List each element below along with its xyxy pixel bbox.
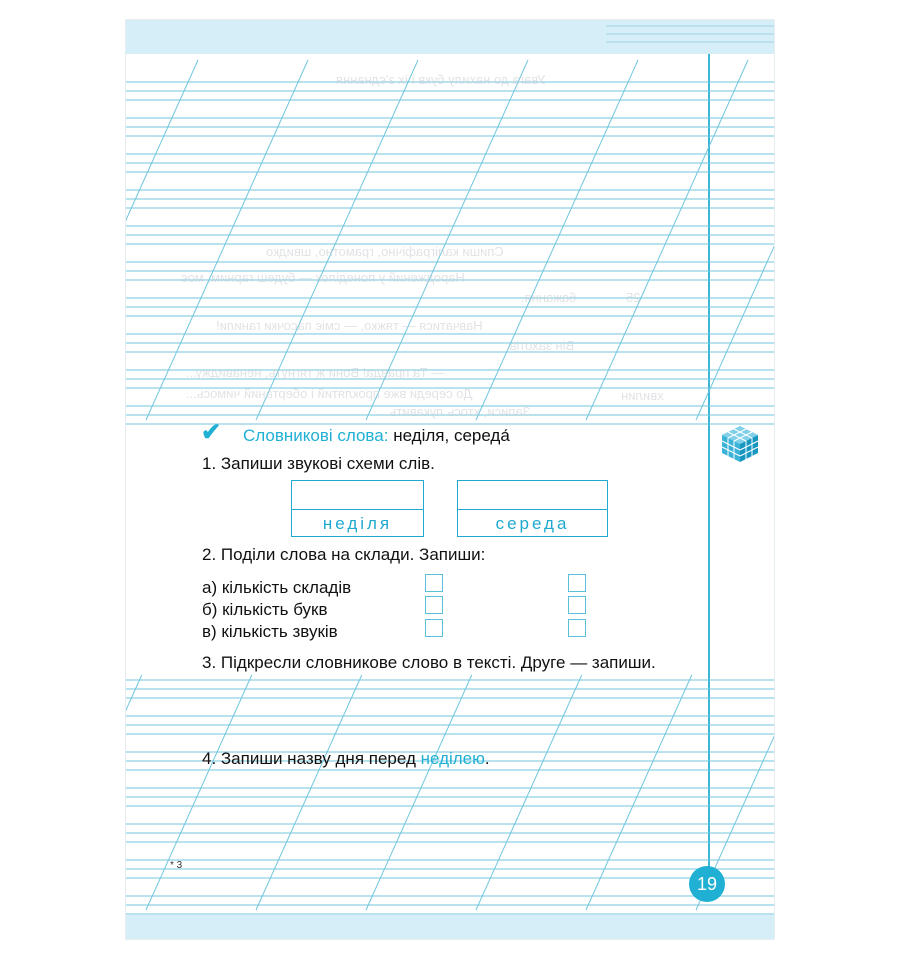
ghost-line-4: Він захотів.	[506, 338, 575, 353]
task-1-text: 1. Запиши звукові схеми слів.	[202, 454, 435, 473]
ghost-heading-1: Увага до нахилу букв і їх з'єднання	[336, 72, 546, 87]
vocab-words: неділя, середа́	[393, 426, 510, 445]
task-2-item-b: б) кількість букв	[202, 600, 328, 619]
answer-box-c-1[interactable]	[425, 619, 443, 637]
footnote: * 3	[170, 860, 183, 871]
ghost-line-6: До середи вже проклятий і обертаний чимось...	[186, 386, 473, 401]
answer-box-b-2[interactable]	[568, 596, 586, 614]
task-2-text: 2. Поділи слова на склади. Запиши:	[202, 545, 486, 564]
ghost-heading-2: Спиши каліграфічно, грамотно, швидко	[266, 244, 504, 259]
answer-box-c-2[interactable]	[568, 619, 586, 637]
task-2-item-a: а) кількість складів	[202, 578, 352, 597]
checkmark-icon: ✔	[201, 419, 222, 446]
task-4-prefix: 4. Запиши назву дня перед	[202, 749, 421, 768]
answer-box-b-1[interactable]	[425, 596, 443, 614]
sound-scheme-word-1: неділя	[322, 514, 393, 533]
cube-icon	[720, 424, 760, 464]
workbook-page	[126, 20, 774, 939]
ghost-label: хвилин	[621, 388, 664, 403]
sound-scheme-box-2[interactable]	[457, 480, 608, 537]
task-4-highlight: неділею	[420, 749, 485, 768]
task-4-text	[202, 749, 490, 769]
answer-box-a-1[interactable]	[425, 574, 443, 592]
vocab-label: Словникові слова:	[243, 426, 389, 445]
ghost-num: 25	[626, 290, 641, 305]
page-number: 19	[689, 866, 725, 902]
sound-scheme-word-2: середа	[495, 514, 570, 533]
ghost-line-2: бажання.	[521, 290, 577, 305]
vocab-line	[243, 426, 510, 446]
sound-scheme-box-1[interactable]	[291, 480, 424, 537]
task-3-text: 3. Підкресли словникове слово в тексті. Друге — запиши.	[202, 653, 656, 672]
ghost-line-1: Народжений у понеділок — будеш гарним, моє	[181, 270, 465, 285]
ghost-line-3: Навчатися — тяжко, — сміє пасочки ганили!	[216, 318, 483, 333]
task-4-suffix: .	[484, 749, 490, 768]
ruled-lines-background	[126, 20, 774, 939]
ghost-line-7: Записи, хтось лукавить.	[386, 404, 531, 419]
ghost-line-5: — Та правда! Вони ж тягнуть, ненавиджу...	[186, 365, 445, 380]
task-2-item-c: в) кількість звуків	[202, 622, 338, 641]
answer-box-a-2[interactable]	[568, 574, 586, 592]
